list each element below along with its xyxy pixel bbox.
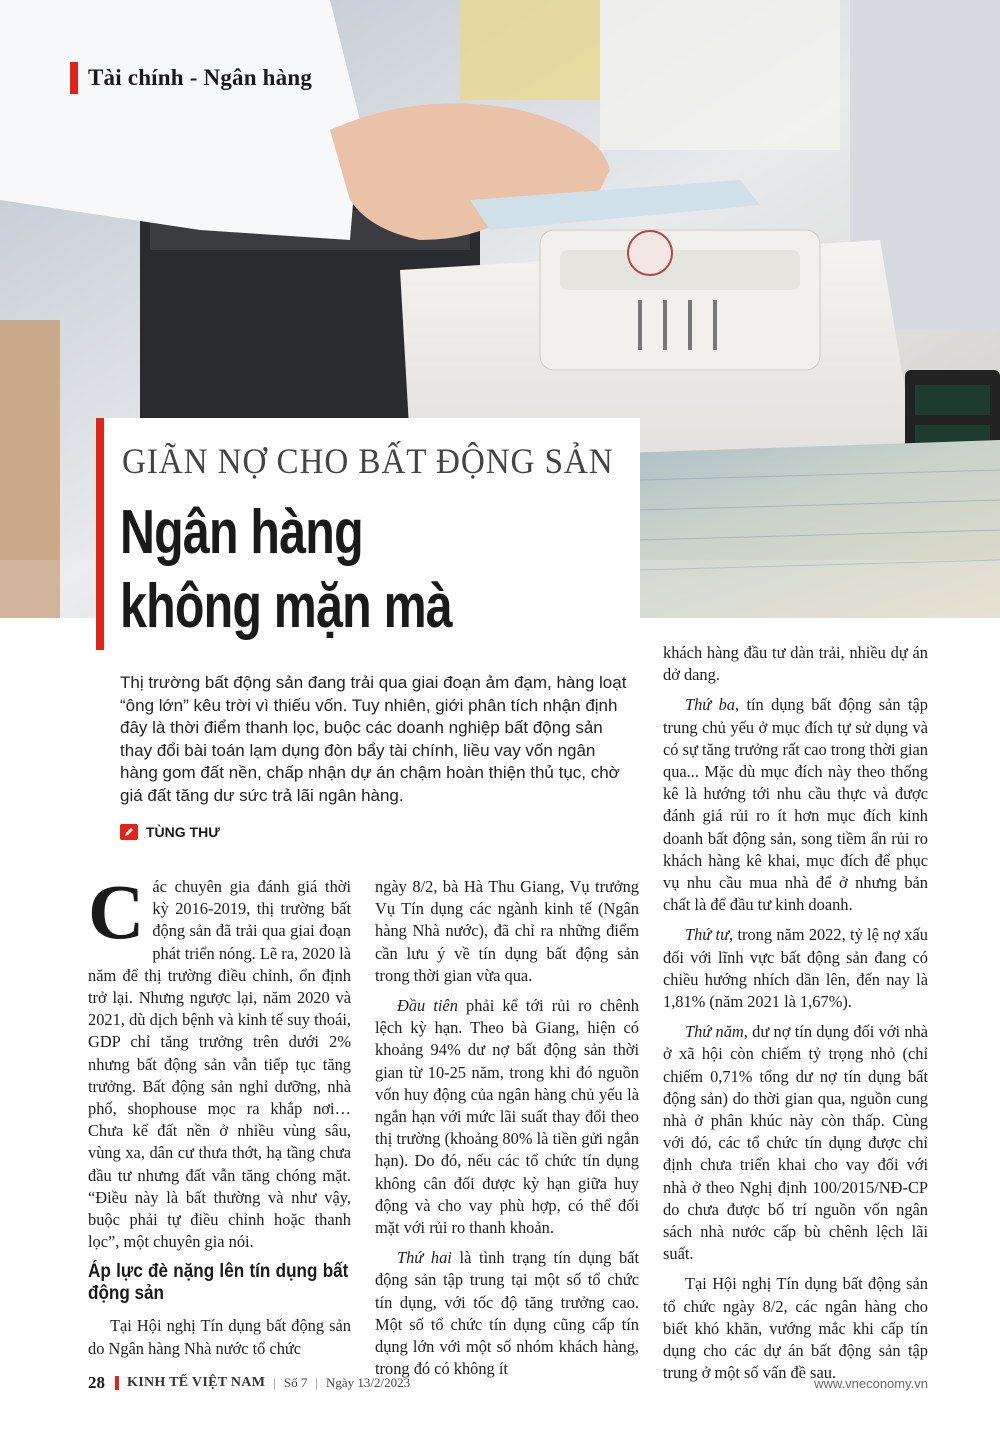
paragraph-text: là tình trạng tín dụng bất động sản tập trung tại một số tổ chức tín dụng, với tốc độ tăng trưởng cao. Một số tổ chức tín dụng cũng cấp tín dụng lớn với một số nhóm khách hàng, trong đó có không ít <box>375 1248 640 1379</box>
article-headline: Ngân hàng không mặn mà <box>120 498 452 641</box>
paragraph-text: phải kể tới rủi ro chênh lệch kỳ hạn. Theo bà Giang, hiện có khoảng 94% dư nợ bất động sản thời gian từ 10-25 năm, trong khi đó nguồn vốn huy động của ngân hàng chủ yếu là ngắn hạn với mức lãi suất thay đổi theo thị trường (khoảng 80% là tiền gửi ngắn hạn). Do đó, nếu các tổ chức tín dụng không cân đối được kỳ hạn giữa huy động và cho vay phù hợp, có thể đối mặt với rủi ro thanh khoản. <box>375 996 639 1238</box>
article-column-1 <box>88 868 351 1368</box>
paragraph <box>663 694 928 916</box>
article-column-3 <box>663 642 928 1393</box>
footer-accent-mark <box>115 1376 119 1390</box>
separator: | <box>273 1375 276 1390</box>
website-link[interactable]: www.vneconomy.vn <box>814 1375 928 1391</box>
paragraph-text: , dư nợ tín dụng đối với nhà ở xã hội còn chiếm tỷ trọng nhỏ (chỉ chiếm 0,71% tổng dư nợ tín dụng bất động sản) do thời gian qua, nguồn cung nhà ở phân khúc này còn thấp. Cùng với đó, các tổ chức tín dụng được chỉ định chưa triển khai cho vay đối với nhà ở theo Nghị định 100/2015/NĐ-CP do chưa được bố trí nguồn vốn ngân sách nhà nước cấp bù chênh lệch lãi suất. <box>663 1022 928 1264</box>
title-box <box>96 418 640 650</box>
paragraph-text: ác chuyên gia đánh giá thời kỳ 2016-2019, thị trường bất động sản đã trải qua giai đoạn phát triển nóng. Lẽ ra, 2020 là năm để thị trường điều chỉnh, ổn định trở lại. Nhưng ngược lại, năm 2020 và 2021, dù dịch bệnh và kinh tế suy thoái, GDP chỉ tăng trưởng trên dưới 2% nhưng bất động sản vẫn tiếp tục tăng trưởng. Bất động sản nghỉ dưỡng, nhà phố, shophouse mọc ra khắp nơi… Chưa kể đất nền ở nhiều vùng sâu, vùng xa, dân cư thưa thớt, hạ tầng chưa đầu tư nhưng đất vẫn tăng chóng mặt. “Điều này là bất thường và như vậy, buộc phải tự điều chỉnh hoặc thanh lọc”, một chuyên gia nói. <box>88 877 351 1252</box>
emphasis: Thứ ba <box>685 695 735 715</box>
paragraph: khách hàng đầu tư dàn trải, nhiều dự án dở dang. <box>663 643 928 685</box>
article-column-2 <box>375 876 639 1388</box>
issue-number: Số 7 <box>283 1375 308 1390</box>
subheading: Áp lực đè nặng lên tín dụng bất động sản <box>88 1261 349 1305</box>
article-lede: Thị trường bất động sản đang trải qua giai đoạn ảm đạm, hàng loạt “ông lớn” kêu trời vì thiếu vốn. Tuy nhiên, giới phân tích nhận định đây là thời điểm thanh lọc, buộc các doanh nghiệp bất động sản thay đổi bài toán lạm dụng đòn bẩy tài chính, liều vay vốn ngân hàng gom đất nền, chấp nhận dự án chậm hoàn thiện thủ tục, chờ giá đất tăng dư sức trả lãi ngân hàng. <box>120 673 627 805</box>
paragraph: Tại Hội nghị Tín dụng bất động sản tổ chức ngày 8/2, các ngân hàng cho biết khó khăn, vướng mắc khi cấp tín dụng cho các dự án bất động sản tập trung ở một số vấn đề sau. <box>663 1274 928 1383</box>
page-footer <box>88 1372 928 1394</box>
page-number: 28 <box>88 1373 105 1392</box>
drop-cap: C <box>88 868 145 955</box>
paragraph <box>663 1021 928 1265</box>
paragraph: Tại Hội nghị Tín dụng bất động sản do Ngân hàng Nhà nước tổ chức <box>88 1316 351 1358</box>
emphasis: Đầu tiên <box>397 996 458 1016</box>
paragraph-text: , trong năm 2022, tỷ lệ nợ xấu đối với lĩnh vực bất động sản đang có chiều hướng nhích dần lên, đến nay là 1,81% (năm 2021 là 1,67%). <box>663 925 928 1012</box>
byline <box>120 822 220 842</box>
article-kicker: GIÃN NỢ CHO BẤT ĐỘNG SẢN <box>122 441 614 481</box>
paragraph <box>375 995 639 1239</box>
paragraph <box>88 868 351 1253</box>
separator: | <box>315 1375 318 1390</box>
emphasis: Thứ hai <box>397 1248 452 1268</box>
issue-date: Ngày 13/2/2023 <box>325 1375 411 1390</box>
title-accent-bar <box>96 418 104 650</box>
paragraph <box>663 924 928 1013</box>
section-label: Tài chính - Ngân hàng <box>70 62 312 94</box>
author-name: TÙNG THƯ <box>146 824 220 840</box>
emphasis: Thứ năm <box>685 1022 744 1042</box>
emphasis: Thứ tư <box>685 925 730 945</box>
pen-icon <box>120 824 138 840</box>
paragraph <box>375 1247 639 1380</box>
magazine-name: KINH TẾ VIỆT NAM <box>127 1375 266 1390</box>
paragraph: ngày 8/2, bà Hà Thu Giang, Vụ trưởng Vụ Tín dụng các ngành kinh tế (Ngân hàng Nhà nước), đã chỉ ra những điểm cần lưu ý về tín dụng bất động sản trong thời gian vừa qua. <box>375 877 639 985</box>
paragraph-text: , tín dụng bất động sản tập trung chủ yếu ở mục đích tự sử dụng và có sự tăng trưởng rất cao trong thời gian qua... Mặc dù mục đích này theo thống kê là hướng tới nhu cầu thực và được đánh giá rủi ro ít hơn mục đích kinh doanh bất động sản, song tiềm ẩn rủi ro khách hàng kê khai, mục đích để phục vụ nhu cầu mua nhà để ở nhưng bản chất là để đầu tư kinh doanh. <box>663 695 928 915</box>
